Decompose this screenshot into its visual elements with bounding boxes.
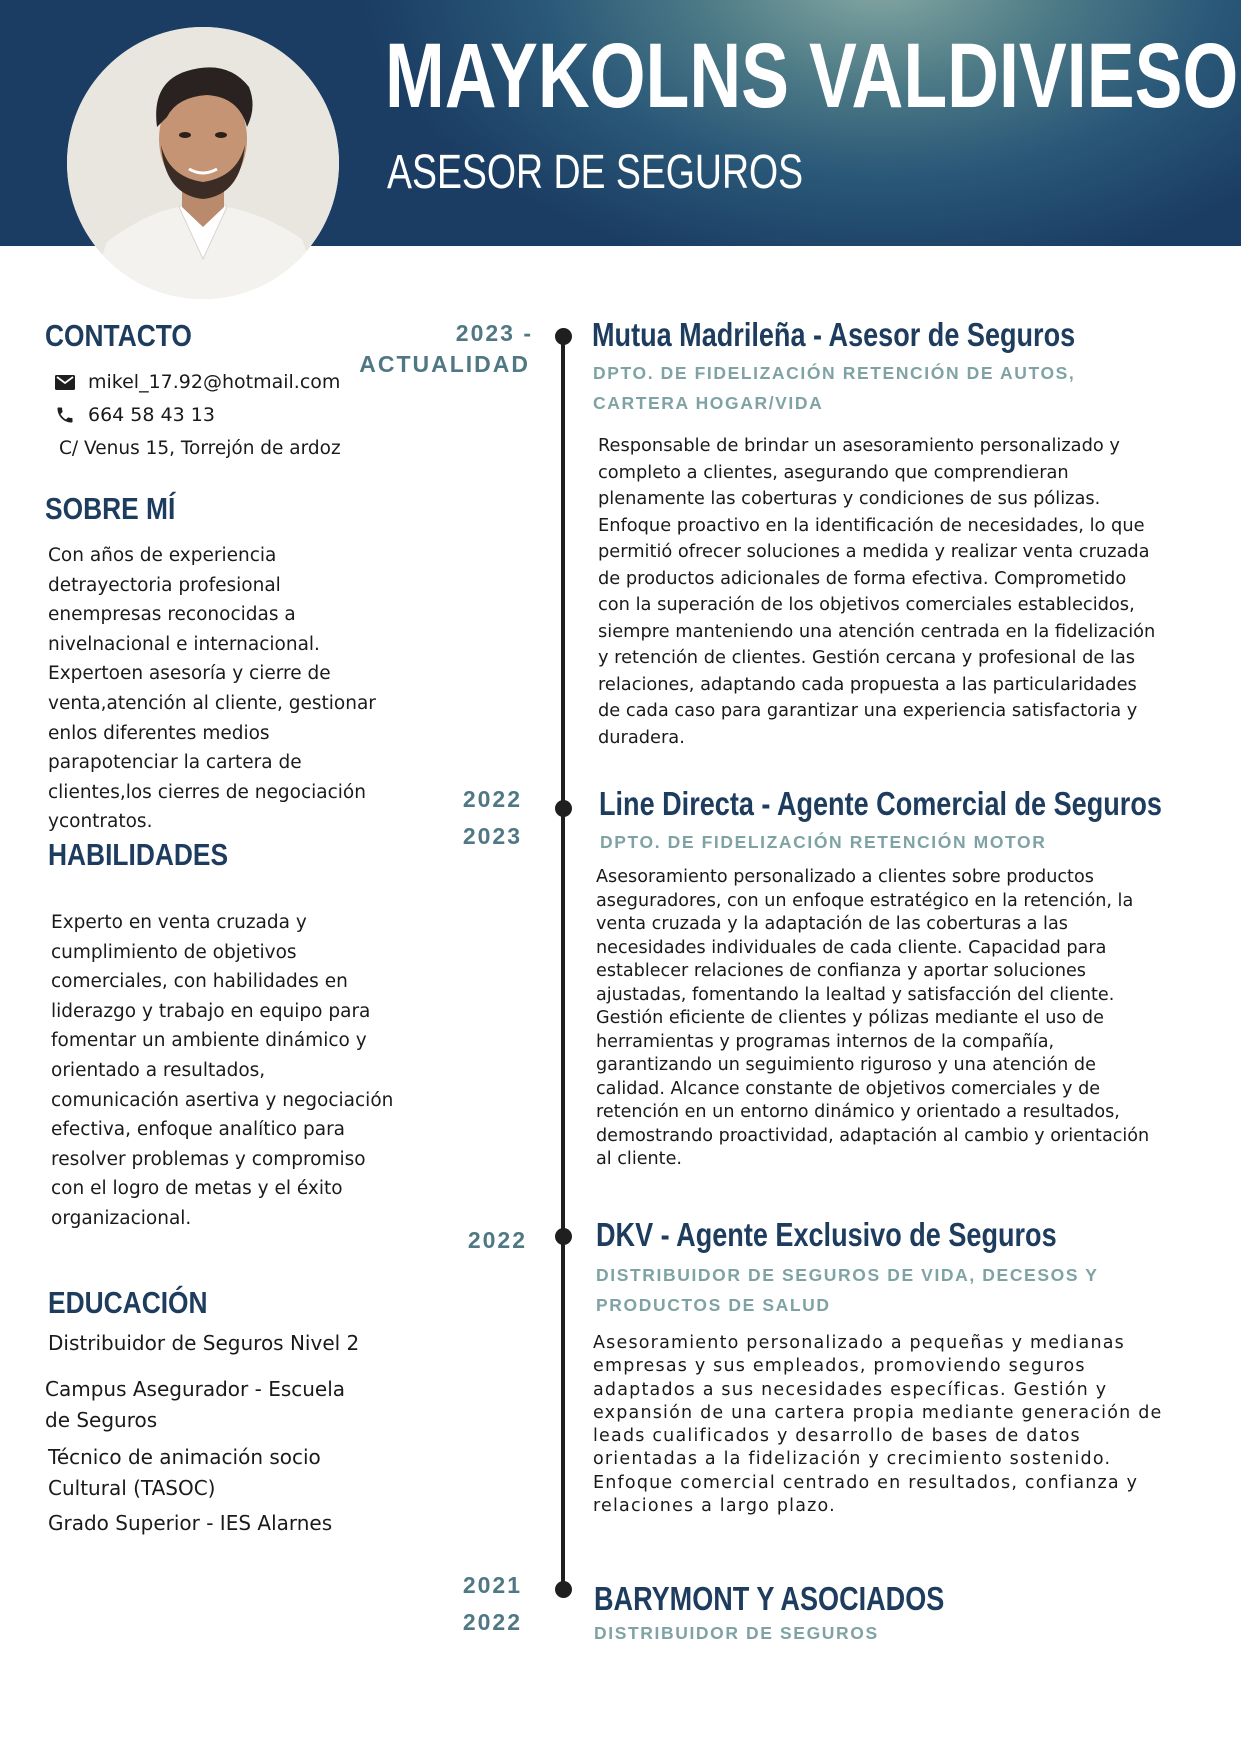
job-3-year: 2022: [467, 1227, 527, 1253]
job-3-title: DKV - Agente Exclusivo de Seguros: [596, 1216, 1057, 1253]
candidate-name: MAYKOLNS VALDIVIESO: [385, 25, 1239, 127]
job-4-title: BARYMONT Y ASOCIADOS: [594, 1580, 945, 1617]
email-text[interactable]: mikel_17.92@hotmail.com: [88, 371, 341, 393]
contact-heading: CONTACTO: [45, 318, 192, 353]
phone-text: 664 58 43 13: [88, 404, 215, 426]
contact-email[interactable]: [54, 371, 340, 393]
job-1-year-start: 2023 -: [455, 320, 533, 346]
timeline-line: [561, 337, 565, 1590]
candidate-title: ASESOR DE SEGUROS: [387, 146, 804, 199]
job-2-year-start: 2022: [462, 786, 522, 812]
job-4-year-end: 2022: [462, 1609, 522, 1635]
job-1-subtitle-1: DPTO. DE FIDELIZACIÓN RETENCIÓN DE AUTOS,: [593, 363, 1076, 383]
education-item: Distribuidor de Seguros Nivel 2: [48, 1331, 360, 1355]
skills-heading: HABILIDADES: [48, 837, 229, 872]
about-text: Con años de experiencia detrayectoria profesional enempresas reconocidas a nivelnacional e internacional. Expertoen asesoría y cierre de venta,atención al cliente, gestionar enlos diferentes medios parapotenciar la cartera de clientes,los cierres de negociación ycontratos.: [48, 545, 376, 833]
job-2-description: Asesoramiento personalizado a clientes sobre productos aseguradores, con un enfoque estratégico en la retención, la venta cruzada y la adaptación de las coberturas a las necesidades individuales de cada cliente. Capacidad para establecer relaciones de confianza y aportar soluciones ajustadas, fomentando la lealtad y satisfacción del cliente. Gestión eficiente de clientes y pólizas mediante el uso de herramientas y programas internos de la compañía, garantizando un seguimiento riguroso y una atención de calidad. Alcance constante de objetivos comerciales y de retención en un entorno dinámico y orientado a resultados, demostrando proactividad, adaptación al cambio y orientación al cliente.: [596, 867, 1150, 1169]
contact-address: [59, 438, 341, 459]
job-3-subtitle-2: PRODUCTOS DE SALUD: [596, 1295, 831, 1315]
timeline-dot: [555, 328, 572, 345]
mail-icon: [54, 372, 76, 392]
job-1-description: Responsable de brindar un asesoramiento personalizado y completo a clientes, asegurando que comprendieran plenamente las coberturas y condiciones de sus pólizas. Enfoque proactivo en la identificación de necesidades, lo que permitió ofrecer soluciones a medida y realizar venta cruzada de productos adicionales de forma efectiva. Comprometido con la superación de los objetivos comerciales establecidos, siempre manteniendo una atención centrada en la fidelización y retención de clientes. Gestión cercana y profesional de las relaciones, adaptando cada propuesta a las particularidades de cada caso para garantizar una experiencia satisfactoria y duradera.: [598, 435, 1156, 748]
phone-icon: [54, 405, 76, 425]
education-item: Campus Asegurador - Escuela de Seguros: [45, 1377, 346, 1432]
contact-phone[interactable]: [54, 404, 215, 426]
education-heading: EDUCACIÓN: [48, 1285, 208, 1320]
job-1-subtitle-2: CARTERA HOGAR/VIDA: [593, 393, 824, 413]
job-4-year-start: 2021: [462, 1572, 522, 1598]
profile-photo: [67, 27, 339, 299]
education-item: Técnico de animación socio Cultural (TASOC): [48, 1445, 321, 1500]
profile-photo-illustration: [67, 27, 339, 299]
skills-text: Experto en venta cruzada y cumplimiento de objetivos comerciales, con habilidades en liderazgo y trabajo en equipo para fomentar un ambiente dinámico y orientado a resultados, comunicación asertiva y negociación efectiva, enfoque analítico para resolver problemas y compromiso con el logro de metas y el éxito organizacional.: [51, 912, 394, 1229]
timeline-dot: [555, 800, 572, 817]
job-2-subtitle-1: DPTO. DE FIDELIZACIÓN RETENCIÓN MOTOR: [600, 832, 1047, 852]
job-3-subtitle-1: DISTRIBUIDOR DE SEGUROS DE VIDA, DECESOS Y: [596, 1265, 1099, 1285]
timeline-dot: [555, 1581, 572, 1598]
job-1-title: Mutua Madrileña - Asesor de Seguros: [592, 316, 1076, 353]
job-2-year-end: 2023: [462, 823, 522, 849]
job-3-description: Asesoramiento personalizado a pequeñas y medianas empresas y sus empleados, promoviendo seguros adaptados a sus necesidades específicas. Gestión y expansión de una cartera propia mediante generación de leads cualificados y desarrollo de bases de datos orientadas a la fidelización y crecimiento sostenido. Enfoque comercial centrado en resultados, confianza y relaciones a largo plazo.: [593, 1333, 1163, 1517]
about-heading: SOBRE MÍ: [45, 491, 176, 526]
job-2-title: Line Directa - Agente Comercial de Seguros: [599, 785, 1162, 822]
timeline-dot: [555, 1228, 572, 1245]
education-item: Grado Superior - IES Alarnes: [48, 1511, 333, 1535]
job-4-subtitle-1: DISTRIBUIDOR DE SEGUROS: [594, 1623, 879, 1643]
address-text: C/ Venus 15, Torrejón de ardoz: [59, 438, 341, 459]
job-1-year-end: ACTUALIDAD: [359, 351, 530, 377]
